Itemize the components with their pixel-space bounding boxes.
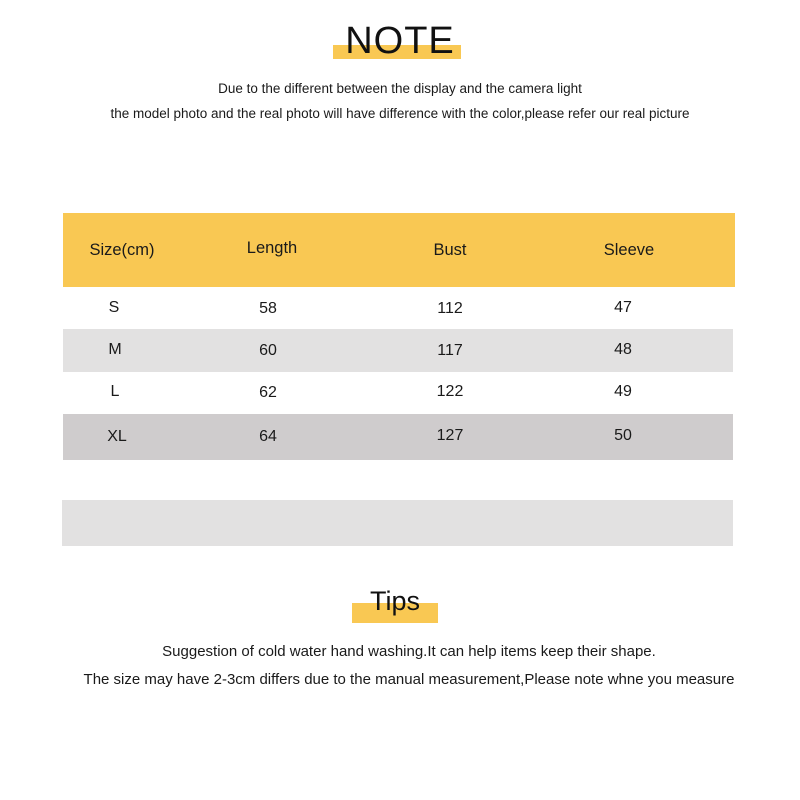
note-title: NOTE: [345, 20, 455, 62]
table-cell-size: L: [110, 383, 120, 400]
table-header-size: Size(cm): [89, 241, 155, 259]
tips-line-2: The size may have 2-3cm differs due to the manual measurement,Please note whne you measure: [83, 671, 735, 688]
table-cell-length: 64: [259, 428, 277, 445]
note-line-2: the model photo and the real photo will have difference with the color,please refer our real picture: [110, 106, 690, 121]
table-cell-bust: 112: [437, 300, 463, 317]
table-cell-sleeve: 50: [614, 427, 632, 444]
table-cell-size: M: [108, 341, 122, 358]
table-cell-sleeve: 48: [614, 341, 632, 358]
table-header-bust: Bust: [433, 241, 467, 259]
table-cell-length: 62: [259, 384, 277, 401]
table-cell-sleeve: 47: [614, 299, 632, 316]
tips-title: Tips: [369, 586, 420, 616]
table-cell-bust: 117: [437, 342, 463, 359]
table-cell-length: 58: [259, 300, 277, 317]
table-cell-bust: 122: [436, 383, 464, 400]
table-empty-row: [62, 500, 733, 546]
table-cell-bust: 127: [436, 427, 464, 444]
table-cell-size: S: [108, 299, 120, 316]
note-line-1: Due to the different between the display and the camera light: [218, 81, 582, 96]
table-cell-sleeve: 49: [614, 383, 632, 400]
table-cell-length: 60: [259, 342, 277, 359]
table-header-length: Length: [246, 239, 298, 257]
tips-line-1: Suggestion of cold water hand washing.It can help items keep their shape.: [162, 643, 656, 660]
table-header-sleeve: Sleeve: [603, 241, 655, 259]
table-cell-size: XL: [107, 428, 127, 445]
